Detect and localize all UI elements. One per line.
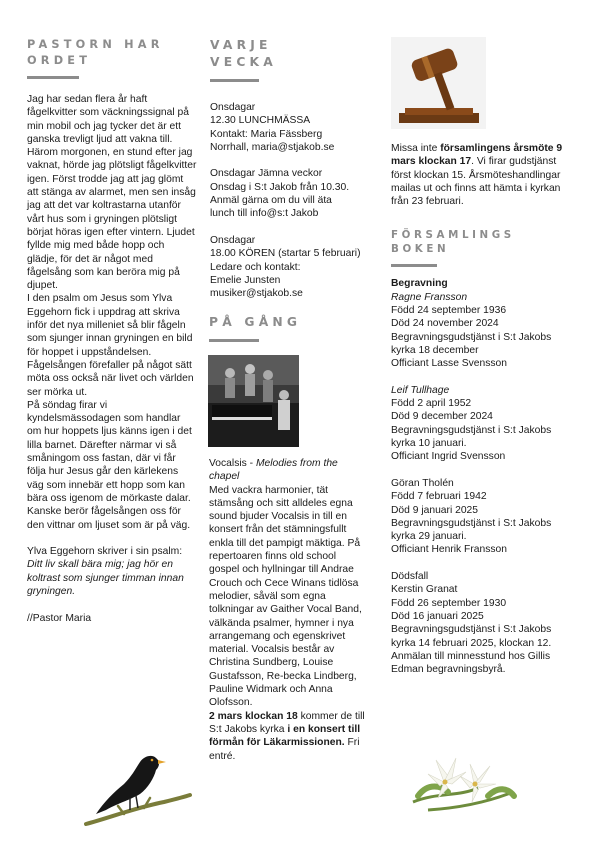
column-pastor [27, 37, 197, 625]
gavel-photo [391, 37, 486, 129]
pastor-paragraph: Kanske berör fågelsången oss för den vittnar om ljuset som är på väg. [27, 506, 191, 531]
pastor-text [27, 93, 197, 625]
schedule-block: Onsdagar Jämna veckor Onsdag i S:t Jakob från 10.30. Anmäl gärna om du vill äta lunch till info@s:t Jakob [210, 168, 350, 220]
psalm-quote: Ylva Eggehorn skriver i sin psalm: Ditt liv skall bära mig; jag hör en koltrast som sjunger timman innan gryningen. [27, 546, 184, 597]
entry-section-title: Dödsfall [391, 571, 429, 583]
lily-illustration [408, 752, 518, 822]
event-details: 2 mars klockan 18 kommer de till S:t Jakobs kyrka i en konsert till förmån för Läkarmissionen. Fri entré. [209, 710, 365, 762]
heading-pastorn-har-ordet: PASTORN HAR ORDET [27, 38, 164, 67]
heading-forsamlingsboken: FÖRSAMLINGS BOKEN [391, 229, 515, 256]
weekly-schedule [210, 101, 370, 300]
parish-register [391, 277, 563, 676]
heading-rule [209, 339, 259, 342]
pastor-paragraph: Fågelsången förefaller på något sätt möta oss också när livet och världen ser mörka ut. [27, 359, 194, 398]
blackbird-illustration [84, 748, 192, 830]
register-entry: Leif Tullhage Född 2 april 1952 Död 9 december 2024 Begravningsgudstjänst i S:t Jakobs kyrka 10 januari. Officiant Ingrid Svensson [391, 384, 563, 464]
pastor-paragraph: På söndag firar vi kyndelsmässodagen som handlar om hur hoppets ljus känns igen i det lilla barnet. Därefter närmar vi så småningom oss fastan, där vi får följa hur Jesus går den kärlekens väg som innebär ett hopp som kan bära oss igenom de mörkaste dalar. [27, 399, 192, 504]
column-notices [391, 142, 563, 676]
heading-pa-gang: PÅ GÅNG [209, 315, 302, 329]
register-entry: Ragne Fransson Född 24 september 1936 Död 24 november 2024 Begravningsgudstjänst i S:t Jakobs kyrka 18 december Officiant Lasse Svensson [391, 291, 563, 371]
entry-name: Göran Tholén [391, 477, 454, 489]
entry-name: Ragne Fransson [391, 291, 468, 303]
section-title: Begravning [391, 278, 448, 290]
schedule-block: Onsdagar 12.30 LUNCHMÄSSA Kontakt: Maria Fässberg Norrhall, maria@stjakob.se [210, 102, 335, 153]
heading-rule [210, 79, 259, 82]
event-description: Med vackra harmonier, tät stämsång och sitt alldeles egna sound bjuder Vocalsis in till en konsert från det stämningsfullt enkla till det pampigt mäktiga. På repertoaren finns old school gospel och hyllningar till Andrae Crouch och Cece Winans tidlösa melodier, såväl som egna tolkningar av Gaither Vocal Band, välkända psalmer, hymner i nya arrangemang och egenskrivet material. Vocalsis består av Christina Sundberg, Louise Gustafsson, Re-becka Lindberg, Pauline Widmark och Anna Olofsson. [209, 484, 362, 709]
pastor-paragraph: Jag har sedan flera år haft fågelkvitter som väckningssignal på min mobil och jag tycker det är ett ganska trevligt ljud att vakna till. Härom morgonen, en stund efter jag vaknat, hörde jag plötsligt fågelkvitter igen. Först trodde jag att jag glömt att stänga av alarmet, men sen insåg jag att det var koltrastarna utanför vårt hus som i gryningen plötsligt börjat höras igen efter vintern. Ljudet fyllde mig med både hopp och glädje, för det är något med fågelsång som kan beröra mig på djupet. [27, 94, 197, 292]
event-vocalsis [209, 457, 369, 763]
vocalsis-photo [208, 355, 299, 447]
event-title: Vocalsis - Melodies from the chapel [209, 458, 338, 483]
heading-varje-vecka: VARJE VECKA [210, 38, 277, 69]
schedule-block: Onsdagar 18.00 KÖREN (startar 5 februari) Ledare och kontakt: Emelie Junsten musiker@stjakob.se [210, 234, 361, 300]
heading-rule [27, 76, 79, 79]
register-entry: Göran Tholén Född 7 februari 1942 Död 9 januari 2025 Begravningsgudstjänst i S:t Jakobs kyrka 29 januari. Officiant Henrik Fransson [391, 477, 563, 557]
column-weekly [210, 37, 370, 300]
annual-meeting-notice: Missa inte församlingens årsmöte 9 mars klockan 17. Vi firar gudstjänst först klockan 15. Årsmöteshandlingar mailas ut och finns att hämta i kyrkan från 23 februari. [391, 143, 563, 208]
dodsfall-entry: Dödsfall Kerstin Granat Född 26 september 1930 Död 16 januari 2025 Begravningsgudstjänst i S:t Jakobs kyrka 14 februari 2025, klockan 12. Anmälan till minnesstund hos Gillis Edman begravningsbyrå. [391, 570, 563, 676]
signature: //Pastor Maria [27, 612, 92, 624]
pastor-paragraph: I den psalm om Jesus som Ylva Eggehorn fick i uppdrag att skriva inför det nya milleniet så blir fågeln som sjunger innan gryningen en bild för hoppet i uppståndelsen. [27, 293, 193, 358]
heading-rule [391, 264, 437, 267]
entry-name: Leif Tullhage [391, 384, 450, 396]
